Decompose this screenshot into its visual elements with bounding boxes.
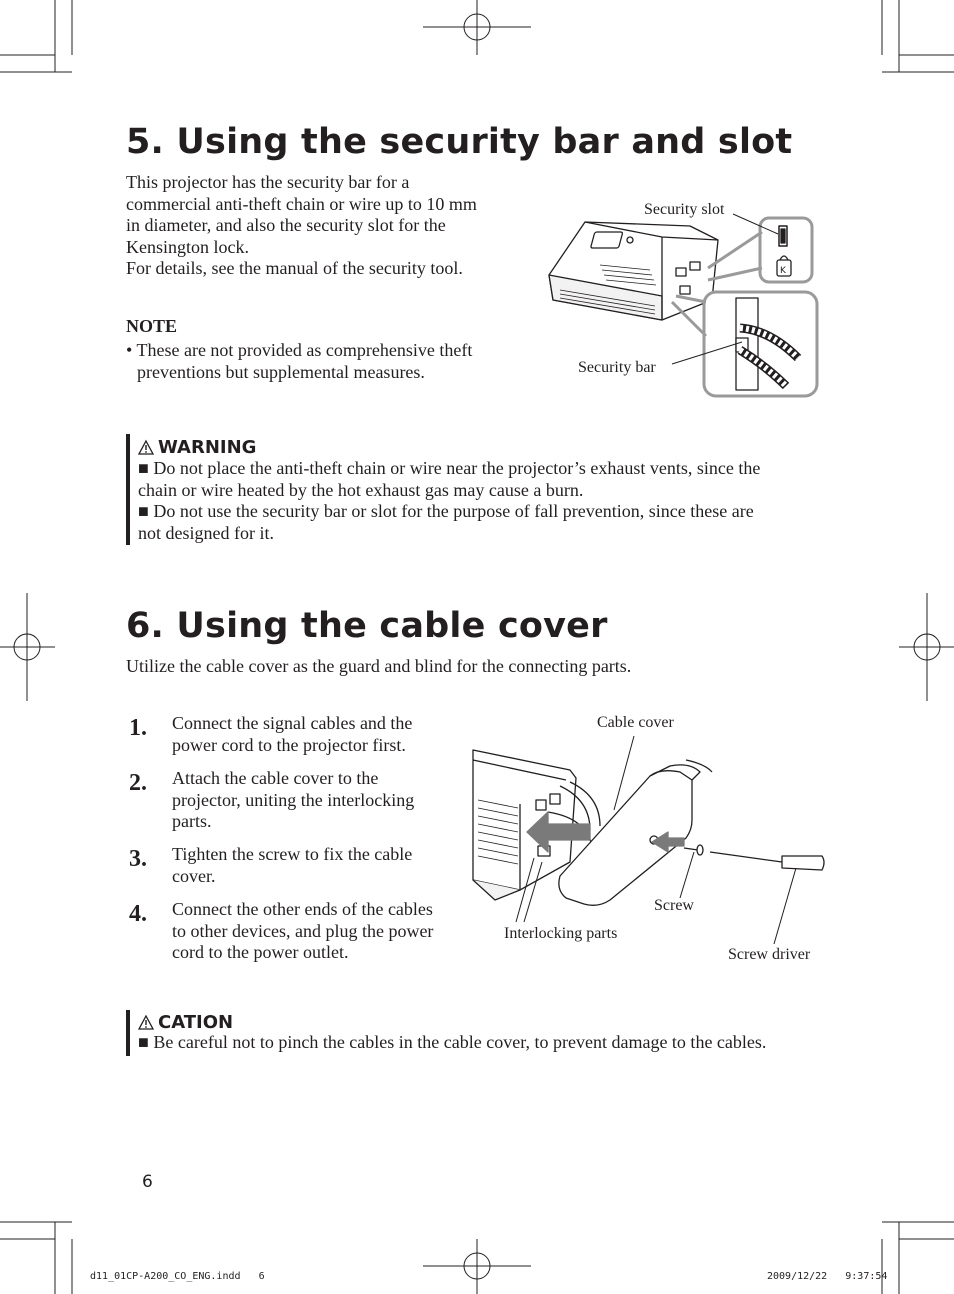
svg-text:K: K bbox=[780, 266, 786, 276]
step-line: Tighten the screw to fix the cable bbox=[172, 844, 413, 864]
caution-rule bbox=[126, 1010, 130, 1056]
note-line: • These are not provided as comprehensive theft bbox=[126, 340, 473, 360]
interlocking-parts-label: Interlocking parts bbox=[504, 925, 618, 942]
screw-driver-label: Screw driver bbox=[728, 946, 811, 963]
intro-line: For details, see the manual of the security tool. bbox=[126, 258, 463, 278]
slug-file: d11_01CP-A200_CO_ENG.indd 6 bbox=[90, 1271, 265, 1282]
step-line: to other devices, and plug the power bbox=[172, 920, 434, 941]
caution-title: CATION bbox=[158, 1012, 234, 1033]
step-line: Connect the signal cables and the bbox=[172, 713, 413, 733]
warning-line: ■ Do not place the anti-theft chain or wire near the projector’s exhaust vents, since the bbox=[138, 458, 761, 478]
step-line: cover. bbox=[172, 865, 216, 886]
step-line: parts. bbox=[172, 811, 212, 831]
step-line: projector, uniting the interlocking bbox=[172, 789, 415, 810]
warning-line: chain or wire heated by the hot exhaust gas may cause a burn. bbox=[138, 479, 584, 500]
step-line: power cord to the projector first. bbox=[172, 734, 406, 755]
step-number: 1. bbox=[129, 715, 147, 741]
intro-line: This projector has the security bar for a bbox=[126, 172, 410, 192]
warning-line: not designed for it. bbox=[138, 522, 274, 543]
page-number: 6 bbox=[142, 1172, 153, 1192]
caution-text: ■ Be careful not to pinch the cables in the cable cover, to prevent damage to the cables. bbox=[138, 1032, 767, 1052]
note-line: preventions but supplemental measures. bbox=[137, 361, 425, 382]
step-line: Connect the other ends of the cables bbox=[172, 899, 433, 919]
step-number: 3. bbox=[129, 846, 147, 872]
security-bar-label: Security bar bbox=[578, 359, 656, 376]
section-6-intro: Utilize the cable cover as the guard and blind for the connecting parts. bbox=[126, 656, 632, 676]
step-number: 2. bbox=[129, 770, 147, 796]
note-heading: NOTE bbox=[126, 316, 178, 336]
section-6-title: 6. Using the cable cover bbox=[126, 606, 608, 646]
cable-cover-label: Cable cover bbox=[597, 714, 674, 731]
intro-line: commercial anti-theft chain or wire up to 10 mm bbox=[126, 193, 477, 214]
slug-date: 2009/12/22 9:37:54 bbox=[767, 1271, 888, 1282]
step-number: 4. bbox=[129, 901, 147, 927]
warning-triangle-icon bbox=[138, 1015, 154, 1030]
warning-line: ■ Do not use the security bar or slot for the purpose of fall prevention, since these are bbox=[138, 501, 754, 521]
intro-line: in diameter, and also the security slot for the bbox=[126, 215, 446, 235]
caution-heading bbox=[138, 1012, 233, 1033]
step-line: cord to the power outlet. bbox=[172, 942, 349, 962]
warning-title: WARNING bbox=[158, 437, 257, 458]
security-slot-label: Security slot bbox=[644, 201, 725, 218]
section-5-title: 5. Using the security bar and slot bbox=[126, 122, 793, 162]
step-line: Attach the cable cover to the bbox=[172, 768, 379, 788]
screw-label: Screw bbox=[654, 897, 694, 914]
intro-line: Kensington lock. bbox=[126, 236, 249, 257]
